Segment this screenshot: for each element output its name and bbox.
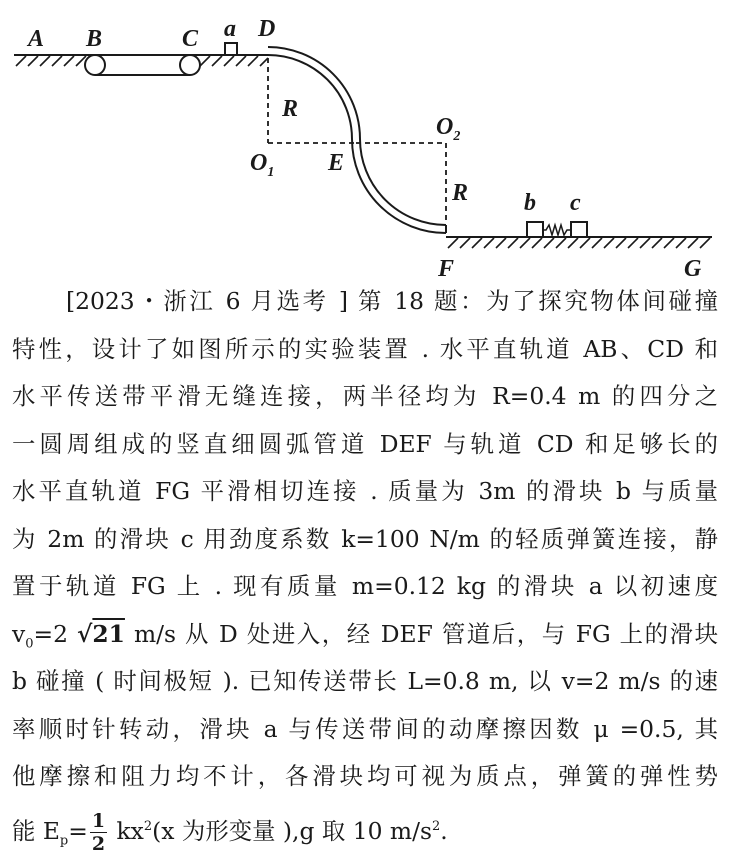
sqrt-radicand: 21 (92, 619, 125, 648)
label-G: G (684, 256, 702, 282)
sqrt-sign: √ (77, 619, 93, 648)
text-line-1: [2023・浙江 6 月选考 ] 第 18 题：为了探究物体间碰撞 (66, 287, 718, 315)
spring (543, 225, 571, 235)
fraction-one-half: $\frac{1}{2}$ (91, 809, 106, 855)
text-line-5: 水平直轨道 FG 平滑相切连接 . 质量为 3m 的滑块 b 与质量 (12, 477, 718, 505)
text-line-10: 率顺时针转动，滑块 a 与传送带间的动摩擦因数 μ =0.5, 其 (12, 714, 718, 743)
conveyor-belt (85, 55, 200, 75)
label-a: a (224, 16, 236, 42)
text-line-7: 置于轨道 FG 上 . 现有质量 m=0.12 kg 的滑块 a 以初速度 (12, 572, 718, 600)
label-B: B (86, 26, 103, 52)
slider-c (571, 222, 587, 237)
label-C: C (182, 26, 199, 52)
text-line-11: 他摩擦和阻力均不计，各滑块均可视为质点，弹簧的弹性势 (12, 762, 718, 790)
text-line-3: 水平传送带平滑无缝连接，两半径均为 R=0.4 m 的四分之 (12, 382, 718, 410)
label-E: E (328, 150, 345, 176)
text-line-4: 一圆周组成的竖直细圆弧管道 DEF 与轨道 CD 和足够长的 (12, 429, 718, 458)
text-line-2: 特性，设计了如图所示的实验装置 . 水平直轨道 AB、CD 和 (12, 334, 718, 363)
label-F: F (438, 256, 455, 282)
problem-text (12, 278, 718, 861)
label-O1: $O_1$ (250, 150, 275, 180)
apparatus-figure (0, 0, 730, 285)
track-hatching-lower (448, 238, 710, 248)
text-line-6: 为 2m 的滑块 c 用劲度系数 k=100 N/m 的轻质弹簧连接，静 (12, 524, 718, 553)
label-c: c (570, 190, 581, 216)
label-R2: R (452, 180, 469, 206)
label-D: D (258, 16, 276, 42)
slider-b (527, 222, 543, 237)
label-R1: R (282, 96, 299, 122)
text-line-12: 能 $E_p=$ $\frac{1}{2}$ $kx^2(x$ 为形变量 ),g 取 10 $m/s^2$. (12, 809, 448, 855)
label-b: b (524, 190, 536, 216)
text-line-8: $v_0=2$ √21 m/s 从 D 处进入，经 DEF 管道后，与 FG 上的滑块 (12, 619, 718, 652)
track-hatching-upper (16, 56, 268, 66)
text-line-9: b 碰撞 ( 时间极短 ). 已知传送带长 L=0.8 m, 以 v=2 m/s 的速 (12, 667, 718, 695)
construction-lines (268, 58, 446, 224)
slider-a (225, 43, 237, 55)
label-O2: $O_2$ (436, 114, 461, 144)
label-A: A (28, 26, 45, 52)
arc-pipe-def (268, 47, 446, 233)
